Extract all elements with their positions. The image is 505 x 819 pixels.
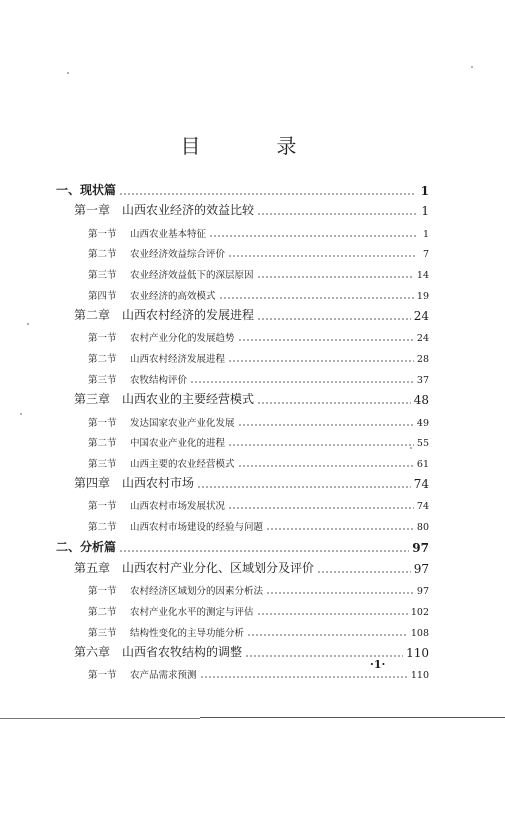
toc-page-number: 7: [422, 249, 429, 260]
toc-leader-dots: [257, 613, 408, 615]
toc-page-number: 49: [416, 418, 429, 429]
toc-leader-dots: [228, 255, 416, 257]
toc-page-number: 97: [416, 586, 429, 597]
toc-title: 山西主要的农业经营模式: [130, 459, 235, 470]
toc-row-sec: [88, 286, 429, 302]
toc-page-number: 48: [413, 393, 429, 407]
toc-number: 第一节: [88, 418, 117, 429]
toc-leader-dots: [257, 318, 411, 320]
toc-row-part: [56, 182, 429, 198]
toc-row-sec: [88, 602, 429, 618]
toc-title: 山西农村市场建设的经验与问题: [130, 522, 264, 533]
toc-row-sec: [88, 623, 429, 639]
toc-leader-dots: [266, 592, 414, 594]
toc-row-sec: [88, 328, 429, 344]
toc-page-number: 1: [421, 204, 429, 218]
toc-number: 第一节: [88, 229, 117, 240]
toc-title: 山西农村产业分化、区域划分及评价: [122, 561, 315, 575]
toc-leader-dots: [190, 381, 414, 383]
toc-page-number: 61: [416, 459, 429, 470]
toc-row-chap: [74, 560, 429, 576]
toc-title: 山西农业的主要经营模式: [122, 392, 255, 406]
toc-leader-dots: [238, 465, 414, 467]
toc-title: 山西农村市场: [122, 476, 195, 490]
toc-number: 第四章: [74, 476, 111, 490]
toc-row-part: [56, 539, 429, 555]
toc-leader-dots: [209, 235, 416, 237]
scan-speck: [20, 413, 22, 415]
toc-number: 第三节: [88, 628, 117, 639]
toc-page-number: 55: [416, 438, 429, 449]
toc-leader-dots: [119, 193, 416, 195]
toc-title: 中国农业产业化的进程: [130, 438, 226, 449]
toc-page-number: 108: [410, 628, 429, 639]
toc-number: 第一节: [88, 501, 117, 512]
toc-number: 第三章: [74, 392, 111, 406]
toc-number: 第二节: [88, 249, 117, 260]
toc-title: 农村经济区域划分的因素分析法: [130, 586, 264, 597]
toc-title: 农业经济效益低下的深层原因: [130, 270, 254, 281]
bottom-rule-left: [0, 718, 200, 719]
toc-row-sec: [88, 265, 429, 281]
toc-page-number: 24: [413, 309, 429, 323]
toc-row-sec: [88, 224, 429, 240]
toc-page-number: 74: [416, 501, 429, 512]
toc-page-number: 102: [410, 607, 429, 618]
toc-row-chap: [74, 307, 429, 323]
toc-number: 第一节: [88, 586, 117, 597]
toc-title: 山西农村经济发展进程: [130, 354, 226, 365]
toc-page-number: 28: [416, 354, 429, 365]
toc-row-sec: [88, 496, 429, 512]
toc-leader-dots: [228, 444, 414, 446]
toc-page-number: 74: [413, 477, 429, 491]
toc-leader-dots: [257, 402, 411, 404]
toc-page-number: 24: [416, 333, 429, 344]
toc-number: 第一节: [88, 670, 117, 681]
toc-title: 山西农业经济的效益比较: [122, 203, 255, 217]
scan-speck: [67, 72, 69, 74]
toc-leader-dots: [238, 424, 414, 426]
toc-number: 第一节: [88, 333, 117, 344]
toc-number: 第六章: [74, 645, 111, 659]
page-number: ·1·: [370, 658, 386, 671]
toc-title: 山西农业基本特征: [130, 229, 207, 240]
toc-row-sec: [88, 433, 429, 449]
toc-page-number: 19: [416, 291, 429, 302]
toc-number: 第二节: [88, 354, 117, 365]
scan-speck: [27, 323, 29, 325]
scan-speck: [410, 447, 412, 449]
toc-row-sec: [88, 244, 429, 260]
toc-leader-dots: [200, 676, 408, 678]
toc-row-sec: [88, 517, 429, 533]
toc-title: 农产品需求预测: [130, 670, 197, 681]
toc-leader-dots: [119, 550, 409, 552]
toc-number: 第三节: [88, 459, 117, 470]
toc-row-sec: [88, 349, 429, 365]
toc-title: 农业经济效益综合评价: [130, 249, 226, 260]
toc-page-number: 97: [412, 541, 429, 555]
toc-page-number: 80: [416, 522, 429, 533]
toc-number: 第三节: [88, 270, 117, 281]
toc-page-number: 110: [406, 646, 429, 660]
toc-number: 第二节: [88, 438, 117, 449]
toc-number: 一、现状篇: [56, 183, 117, 197]
toc-number: 第五章: [74, 561, 111, 575]
toc-number: 第三节: [88, 375, 117, 386]
toc-title: 农村产业分化的发展趋势: [130, 333, 235, 344]
toc-number: 第二章: [74, 308, 111, 322]
toc-leader-dots: [257, 213, 416, 215]
toc-number: 第二节: [88, 522, 117, 533]
scan-speck: [471, 66, 473, 68]
toc-title: 发达国家农业产业化发展: [130, 418, 235, 429]
toc-title: 农牧结构评价: [130, 375, 188, 386]
toc-row-sec: [88, 581, 429, 597]
toc-leader-dots: [238, 339, 414, 341]
toc-leader-dots: [317, 571, 411, 573]
page-title: 目 录: [180, 134, 325, 158]
toc-page-number: 37: [416, 375, 429, 386]
toc-title: 山西省农牧结构的调整: [122, 645, 243, 659]
toc-title: 农村产业化水平的测定与评估: [130, 607, 254, 618]
toc-title: 山西农村经济的发展进程: [122, 308, 255, 322]
toc-leader-dots: [245, 655, 403, 657]
toc-page-number: 14: [416, 270, 429, 281]
toc-row-sec: [88, 413, 429, 429]
toc-row-chap: [74, 475, 429, 491]
toc-row-chap: [74, 202, 429, 218]
bottom-rule-right: [200, 717, 505, 718]
toc-number: 二、分析篇: [56, 540, 117, 554]
toc-page-number: 110: [410, 670, 429, 681]
toc-title: 农业经济的高效模式: [130, 291, 216, 302]
toc-leader-dots: [228, 360, 414, 362]
toc-leader-dots: [228, 507, 414, 509]
toc-page-number: 1: [422, 229, 429, 240]
toc-number: 第二节: [88, 607, 117, 618]
toc-page-number: 97: [413, 562, 429, 576]
toc-row-sec: [88, 370, 429, 386]
toc-leader-dots: [257, 276, 414, 278]
toc-leader-dots: [197, 486, 411, 488]
toc-leader-dots: [266, 528, 414, 530]
toc-leader-dots: [247, 634, 408, 636]
toc-title: 山西农村市场发展状况: [130, 501, 226, 512]
toc-number: 第四节: [88, 291, 117, 302]
toc-row-chap: [74, 391, 429, 407]
toc-page-number: 1: [420, 184, 429, 198]
toc-title: 结构性变化的主导功能分析: [130, 628, 245, 639]
toc-leader-dots: [219, 297, 414, 299]
toc-row-sec: [88, 454, 429, 470]
toc-number: 第一章: [74, 203, 111, 217]
